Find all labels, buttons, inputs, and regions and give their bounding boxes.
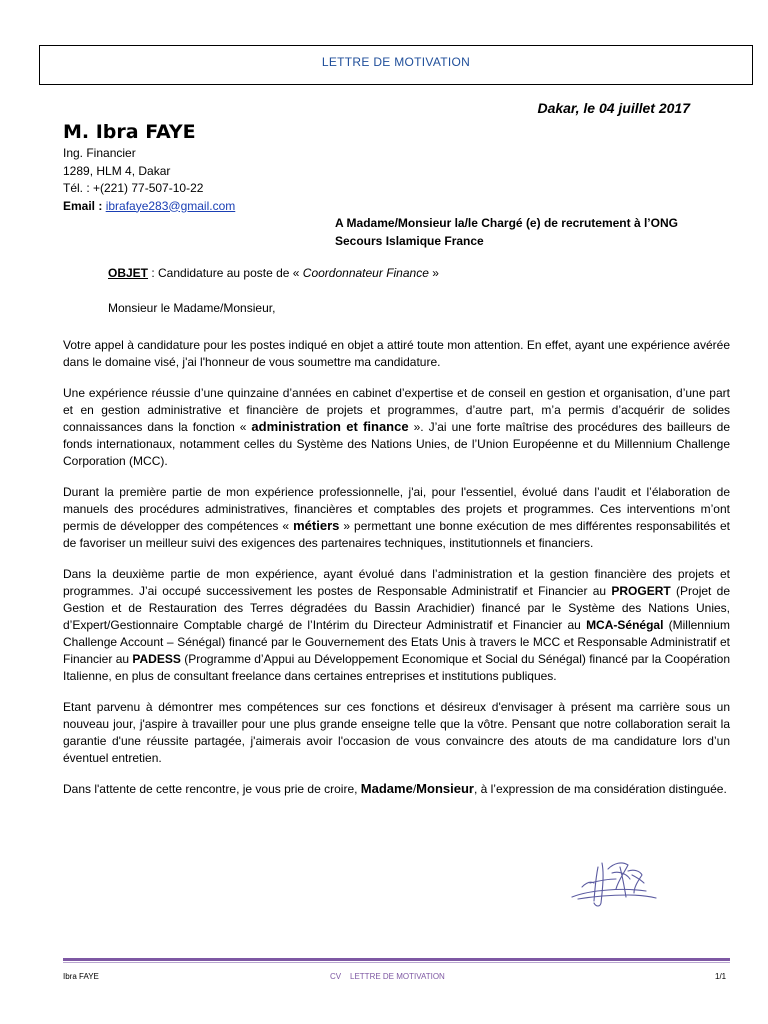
recipient-block [335, 215, 678, 250]
paragraph-3-text-c: » permettant une bonne exécution de mes différentes responsabilités et de favoriser un meilleur suivi des exigences des partenaires techniques, institutionnels et financiers. [63, 519, 730, 551]
footer-page-number: 1/1 [715, 972, 727, 981]
paragraph-3 [63, 484, 730, 552]
footer-author: Ibra FAYE [63, 972, 99, 981]
paragraph-2-emphasis: administration et finance [251, 419, 409, 435]
footer-doc-title: CV LETTRE DE MOTIVATION [330, 972, 445, 981]
salutation: Monsieur le Madame/Monsieur, [108, 301, 276, 315]
paragraph-6 [63, 781, 730, 798]
paragraph-4-text-e: (Millennium Challenge Account – Sénégal) financé par le Gouvernement des Etats Unis à travers le MCC et Responsable Administratif et Financier au [63, 618, 730, 666]
sender-address: 1289, HLM 4, Dakar [63, 163, 171, 178]
paragraph-2 [63, 385, 730, 470]
paragraph-2-text-c: ». J’ai une forte maîtrise des procédures des bailleurs de fonds internationaux, notamment celles du Système des Nations Unies, de l’Union Européenne et du Millennium Challenge Corporation (MCC). [63, 420, 730, 468]
objet-post: Coordonnateur Finance [302, 266, 429, 280]
paragraph-3-emphasis: métiers [293, 518, 340, 534]
paragraph-4-text-a: Dans la deuxième partie de mon expérience, ayant évolué dans l’administration et la gestion financière des projets et programmes. J’ai occupé successivement les postes de Responsable Administratif et Financier au [63, 567, 730, 599]
recipient-line-1: A Madame/Monsieur la/le Chargé (e) de recrutement à l’ONG [335, 216, 678, 230]
paragraph-6-madame: Madame [360, 781, 413, 797]
objet-label: OBJET [108, 266, 149, 280]
paragraph-4-mca: MCA-Sénégal [586, 618, 664, 633]
paragraph-4-padess: PADESS [132, 652, 181, 666]
header-box [39, 45, 753, 85]
date-line: Dakar, le 04 juillet 2017 [537, 100, 690, 116]
paragraph-6-slash: / [412, 782, 417, 797]
sender-phone: Tél. : +(221) 77-507-10-22 [63, 181, 204, 195]
paragraph-1: Votre appel à candidature pour les postes indiqué en objet a attiré toute mon attention. En effet, ayant une expérience avérée dans le domaine visé, j'ai l'honneur de vous soumettre ma candidature. [63, 338, 730, 369]
email-link[interactable]: ibrafaye283@gmail.com [105, 198, 236, 213]
footer-rule-thin [63, 962, 730, 963]
sender-block [63, 145, 235, 215]
paragraph-6-text-a: Dans l'attente de cette rencontre, je vous prie de croire, [63, 782, 361, 797]
paragraph-4-text-c: (Projet de Gestion et de Restauration des Terres dégradées du Bassin Arachidier) financé par le Système des Nations Unies, d’Expert/Gestionnaire Comptable chargé de l’Intérim du Directeur Administratif et Financier au [63, 584, 731, 633]
objet-line [108, 266, 439, 280]
paragraph-4-text-g: (Programme d’Appui au Développement Economique et Social du Sénégal) financé par la Coopération Italienne, en plus de consultant freelance dans certaines entreprises et institutions publiques. [63, 652, 730, 683]
sender-name: M. Ibra FAYE [63, 121, 196, 143]
objet-close: » [428, 266, 439, 280]
signature-image [568, 853, 660, 915]
paragraph-5: Etant parvenu à démontrer mes compétences sur ces fonctions et désireux d'envisager à présent ma carrière sous un nouveau jour, j'aspire à travailler pour une plus grande enseigne telle que la vôtre. Pensant que notre collaboration serait la garantie d'une réussite partagée, j'aimerais avoir l'occasion de vous convaincre des atouts de ma candidature lors d’un éventuel entretien. [63, 700, 730, 766]
recipient-line-2: Secours Islamique France [335, 233, 484, 248]
objet-separator: : Candidature au poste de « [148, 266, 303, 280]
paragraph-6-text-d: , à l’expression de ma considération distinguée. [473, 782, 727, 797]
header-title: LETTRE DE MOTIVATION [321, 55, 471, 69]
paragraph-6-monsieur: Monsieur [416, 781, 474, 797]
paragraph-2-text-a: Une expérience réussie d’une quinzaine d’années en cabinet d’expertise et de conseil en gestion et organisation, d’une part et en gestion administrative et financière de projets et programmes, d’autre part, m’a permis d’acquérir de solides connaissances dans la fonction « [63, 386, 730, 435]
email-label: Email : [63, 198, 106, 213]
paragraph-4-progert: PROGERT [611, 584, 671, 599]
sender-title: Ing. Financier [63, 146, 136, 160]
paragraph-3-text-a: Durant la première partie de mon expérience professionnelle, j'ai, pour l'essentiel, évolué dans l’audit et l’élaboration de manuels des procédures administratives, financières et comptables des projets et programmes. Ces interventions m’ont permis de développer des compétences « [63, 485, 730, 534]
paragraph-4 [63, 566, 730, 684]
letter-body [63, 337, 730, 813]
footer-rule [63, 958, 730, 961]
sender-email-line [63, 198, 235, 216]
